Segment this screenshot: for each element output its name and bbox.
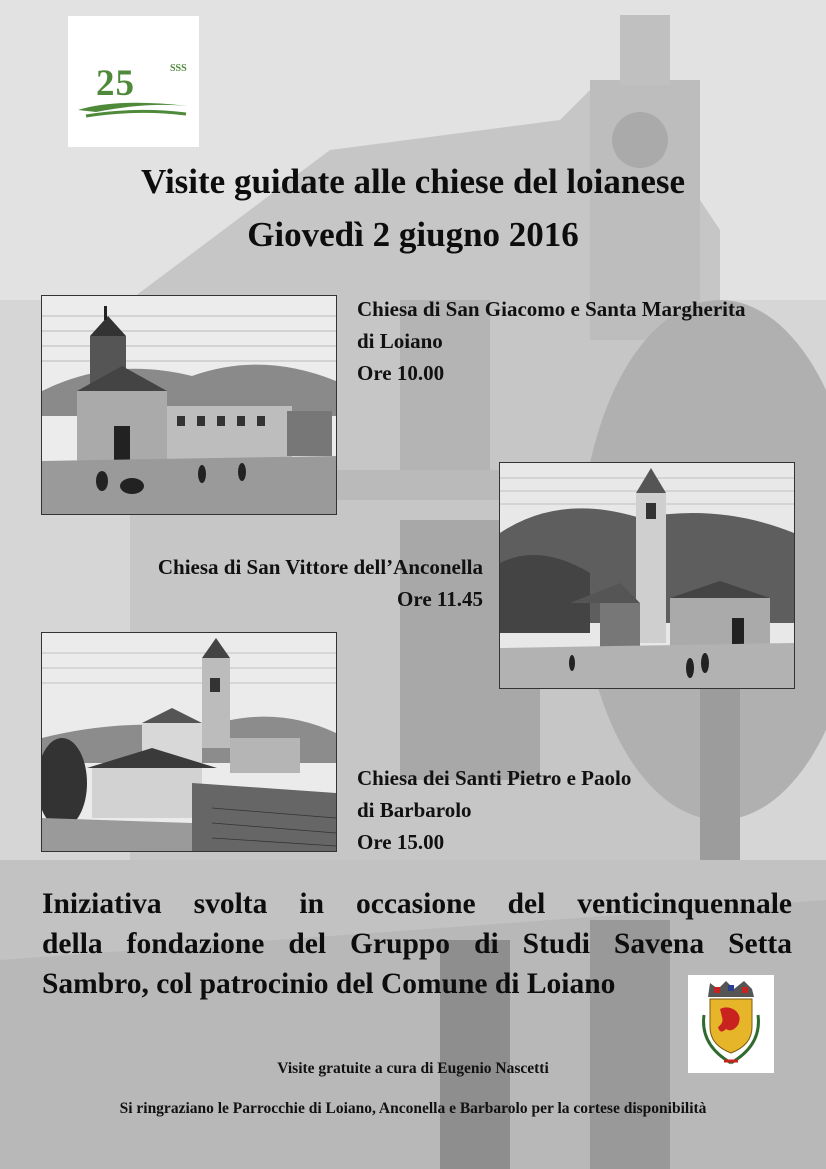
church-3-place: di Barbarolo (357, 798, 472, 822)
intro-line-2: della fondazione del Gruppo di Studi Savena Setta (42, 928, 792, 960)
engraving-barbarolo (41, 632, 337, 852)
church-1-time: Ore 10.00 (357, 361, 445, 385)
comune-crest-icon (688, 975, 774, 1073)
church-2-time: Ore 11.45 (397, 587, 483, 611)
logo (68, 16, 199, 147)
church-2-caption (80, 551, 483, 615)
church-3-caption (357, 762, 631, 858)
engraving-san-vittore (499, 462, 795, 689)
title-line-2: Giovedì 2 giugno 2016 (247, 215, 579, 254)
church-1-name: Chiesa di San Giacomo e Santa Margherita (357, 297, 746, 321)
intro-line-1: Iniziativa svolta in occasione del venticinquennale (42, 888, 792, 920)
logo-number: 25 (96, 63, 135, 104)
engraving-san-giacomo (41, 295, 337, 515)
church-1-caption (357, 293, 746, 389)
church-3-time: Ore 15.00 (357, 830, 445, 854)
thanks-note: Si ringraziano le Parrocchie di Loiano, Anconella e Barbarolo per la cortese disponibilità (119, 1100, 707, 1117)
church-1-place: di Loiano (357, 329, 443, 353)
logo-suffix: SSS (170, 63, 187, 74)
church-2-name: Chiesa di San Vittore dell’Anconella (157, 555, 483, 579)
guide-note: Visite gratuite a cura di Eugenio Nascetti (277, 1060, 549, 1077)
intro-paragraph (42, 884, 792, 1004)
title-line-1: Visite guidate alle chiese del loianese (140, 162, 686, 201)
church-3-name: Chiesa dei Santi Pietro e Paolo (357, 766, 632, 790)
intro-line-3: Sambro, col patrocinio del Comune di Loiano (42, 968, 616, 1000)
crest (688, 975, 774, 1073)
